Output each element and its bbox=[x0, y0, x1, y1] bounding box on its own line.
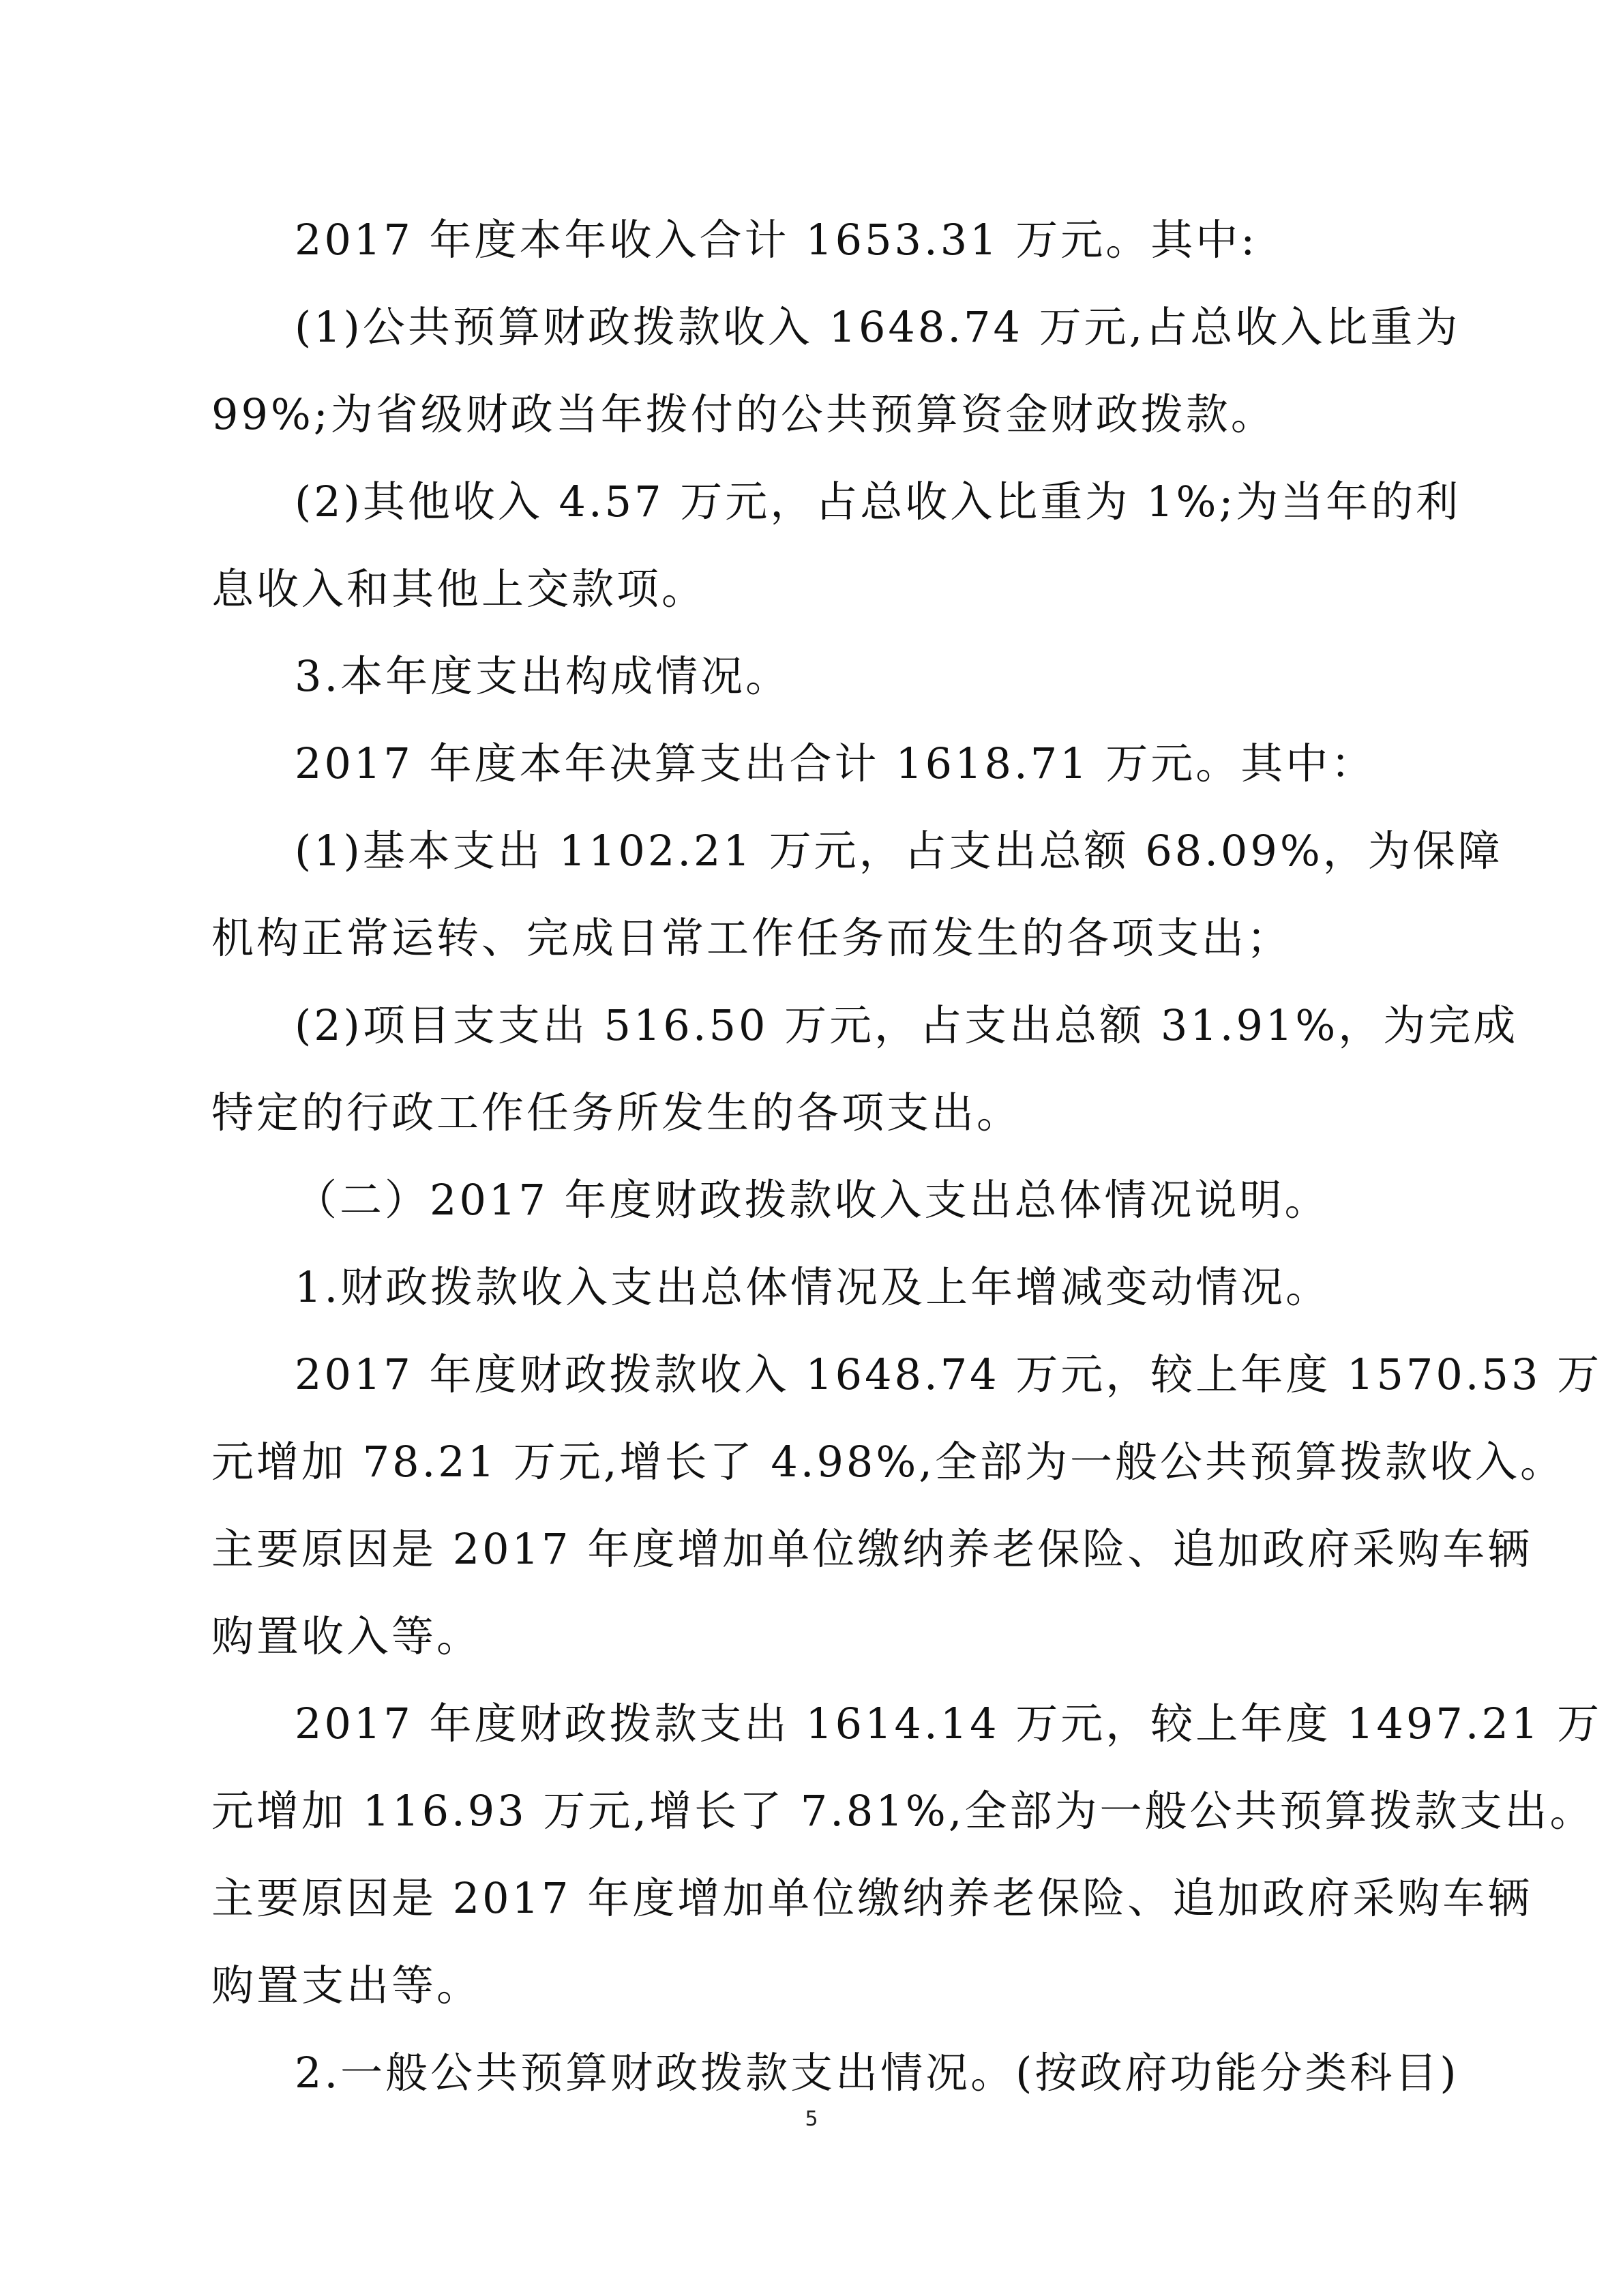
section-heading-expenditure: 3.本年度支出构成情况。 bbox=[295, 651, 791, 701]
subheading-fiscal-changes: 1.财政拨款收入支出总体情况及上年增减变动情况。 bbox=[295, 1262, 1331, 1312]
paragraph-fiscal-income-change-line4: 购置收入等。 bbox=[211, 1611, 482, 1661]
paragraph-fiscal-income-change-line1: 2017 年度财政拨款收入 1648.74 万元，较上年度 1570.53 万 bbox=[295, 1350, 1603, 1399]
paragraph-basic-expenditure-line2: 机构正常运转、完成日常工作任务而发生的各项支出； bbox=[211, 913, 1292, 963]
section-heading-fiscal-overview: （二）2017 年度财政拨款收入支出总体情况说明。 bbox=[295, 1175, 1330, 1225]
subheading-general-budget-expenditure: 2.一般公共预算财政拨款支出情况。(按政府功能分类科目) bbox=[295, 2048, 1459, 2098]
paragraph-fiscal-income-line2: 99%;为省级财政当年拨付的公共预算资金财政拨款。 bbox=[211, 389, 1276, 439]
paragraph-fiscal-income-change-line3: 主要原因是 2017 年度增加单位缴纳养老保险、追加政府采购车辆 bbox=[211, 1524, 1533, 1574]
paragraph-expenditure-total: 2017 年度本年决算支出合计 1618.71 万元。其中： bbox=[295, 739, 1376, 788]
paragraph-fiscal-expenditure-change-line4: 购置支出等。 bbox=[211, 1960, 482, 2010]
paragraph-basic-expenditure-line1: (1)基本支出 1102.21 万元，占支出总额 68.09%，为保障 bbox=[295, 826, 1503, 876]
paragraph-other-income-line2: 息收入和其他上交款项。 bbox=[211, 564, 707, 614]
paragraph-fiscal-expenditure-change-line1: 2017 年度财政拨款支出 1614.14 万元，较上年度 1497.21 万 bbox=[295, 1699, 1603, 1748]
page-number: 5 bbox=[805, 2107, 818, 2131]
paragraph-other-income-line1: (2)其他收入 4.57 万元，占总收入比重为 1%;为当年的利 bbox=[295, 477, 1461, 526]
paragraph-fiscal-expenditure-change-line2: 元增加 116.93 万元,增长了 7.81%,全部为一般公共预算拨款支出。 bbox=[211, 1786, 1595, 1836]
paragraph-project-expenditure-line2: 特定的行政工作任务所发生的各项支出。 bbox=[211, 1088, 1022, 1137]
paragraph-fiscal-income-line1: (1)公共预算财政拨款收入 1648.74 万元,占总收入比重为 bbox=[295, 302, 1461, 352]
paragraph-income-total: 2017 年度本年收入合计 1653.31 万元。其中: bbox=[295, 215, 1258, 265]
paragraph-fiscal-income-change-line2: 元增加 78.21 万元,增长了 4.98%,全部为一般公共预算拨款收入。 bbox=[211, 1437, 1565, 1487]
paragraph-project-expenditure-line1: (2)项目支支出 516.50 万元，占支出总额 31.91%，为完成 bbox=[295, 1000, 1519, 1050]
paragraph-fiscal-expenditure-change-line3: 主要原因是 2017 年度增加单位缴纳养老保险、追加政府采购车辆 bbox=[211, 1873, 1533, 1923]
